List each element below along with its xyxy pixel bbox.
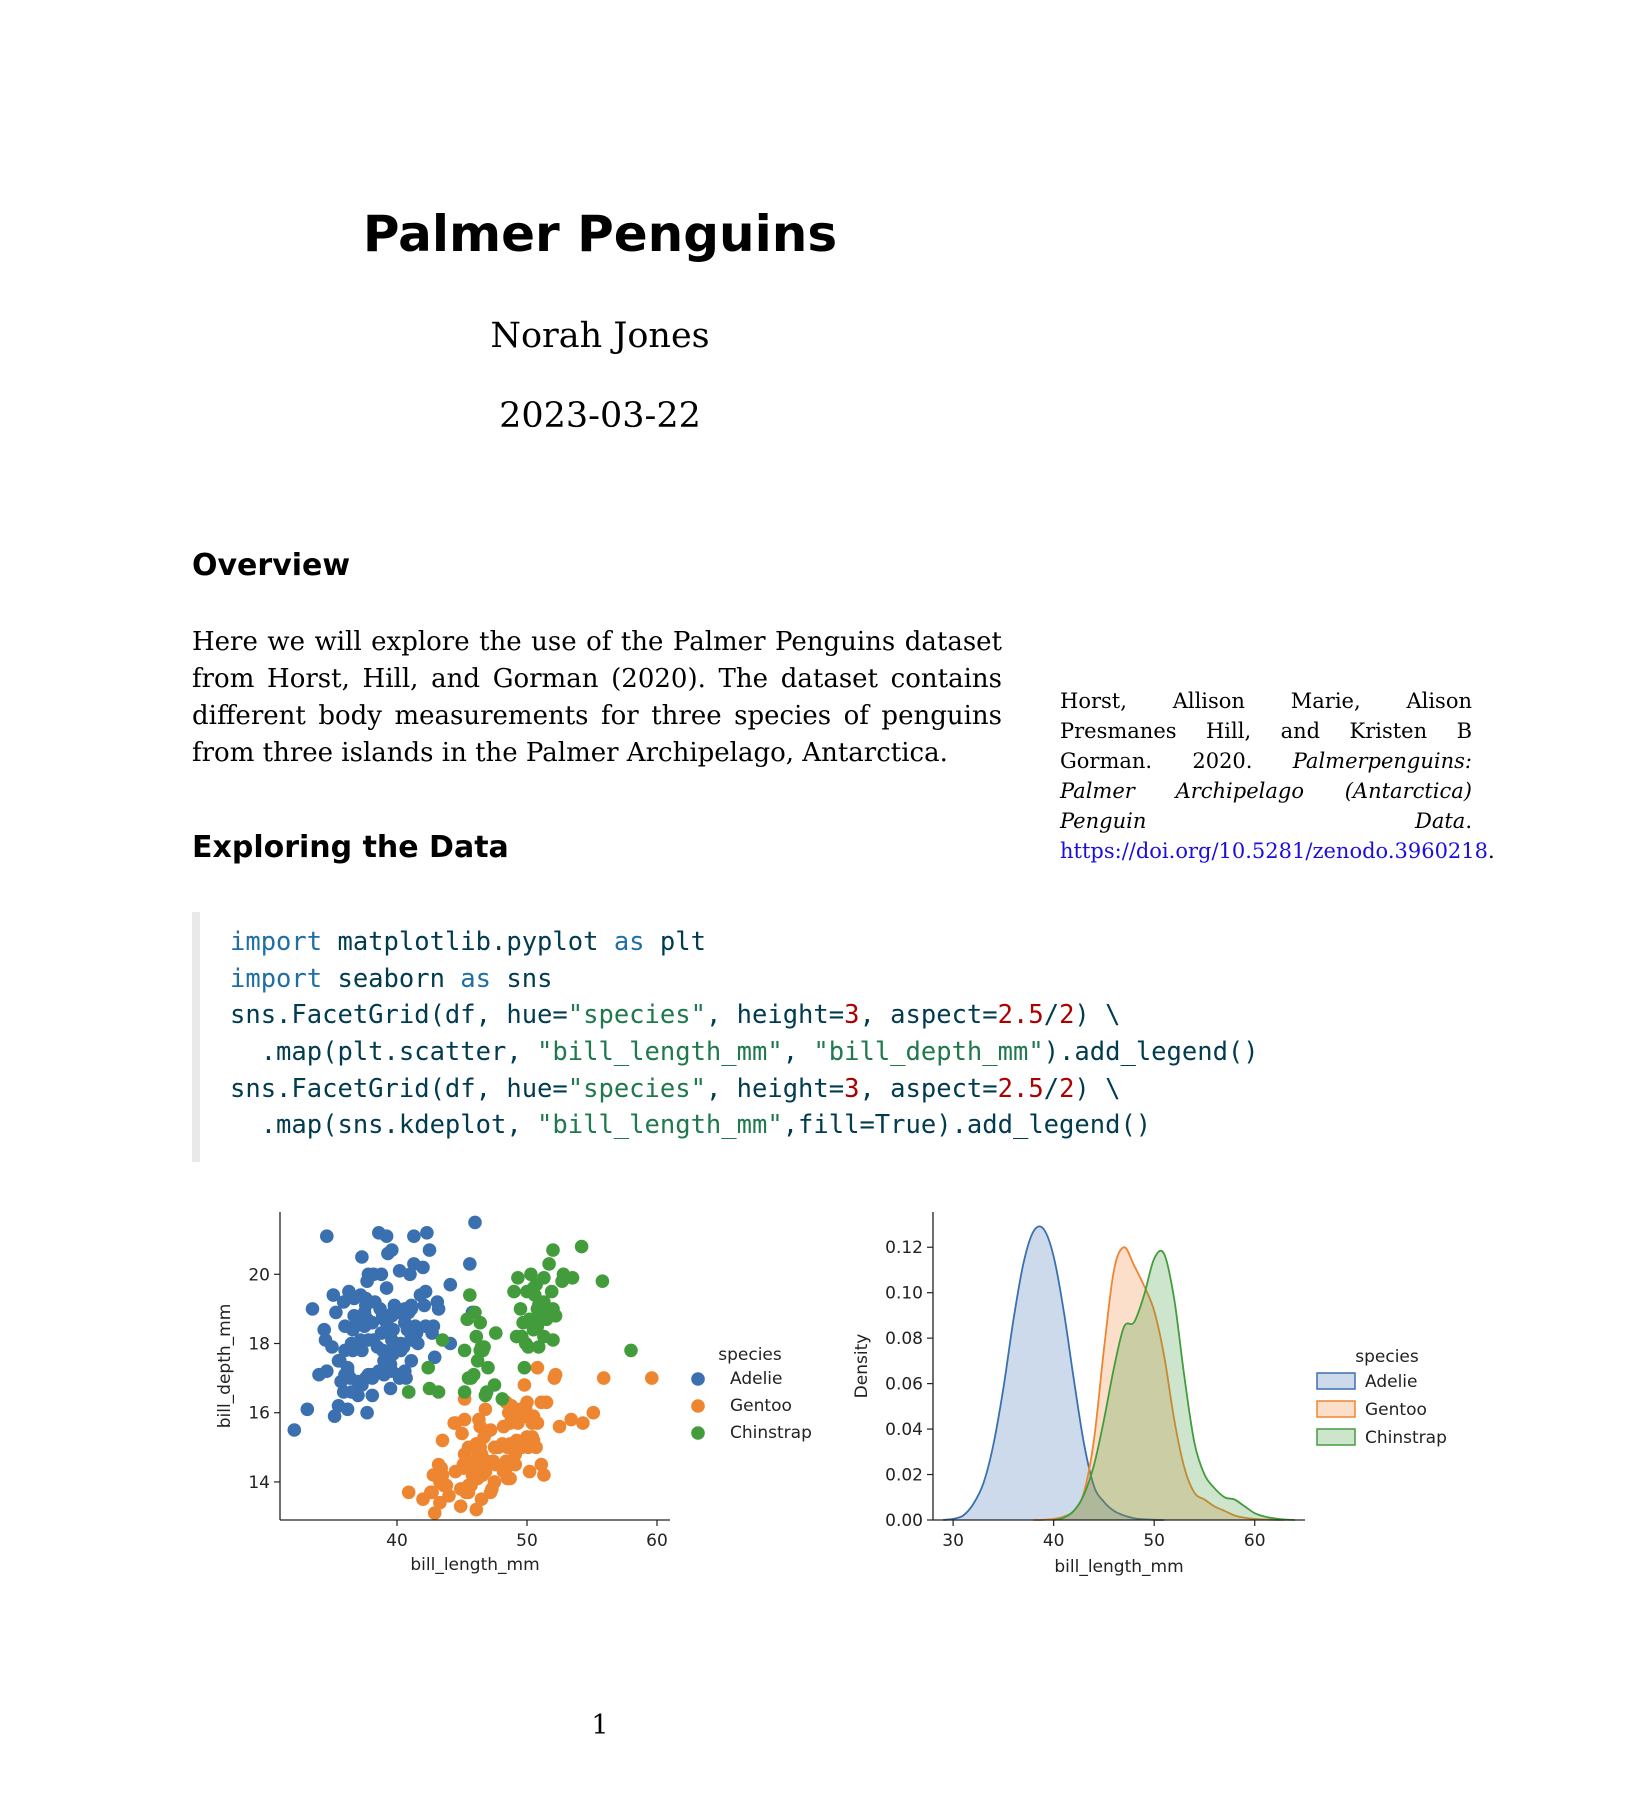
scatter-point-gentoo xyxy=(564,1413,578,1427)
kde-legend-label: Adelie xyxy=(1365,1372,1418,1392)
scatter-x-tick-label: 40 xyxy=(386,1531,408,1551)
scatter-point-adelie xyxy=(423,1243,437,1257)
scatter-legend-label: Gentoo xyxy=(730,1396,792,1416)
code-text: seaborn xyxy=(322,964,461,994)
scatter-point-gentoo xyxy=(503,1472,517,1486)
scatter-y-tick-label: 14 xyxy=(248,1472,270,1493)
code-keyword: as xyxy=(613,927,645,957)
code-text: sns.FacetGrid(df, hue= xyxy=(230,1000,568,1030)
document-date: 2023-03-22 xyxy=(499,396,701,436)
scatter-point-chinstrap xyxy=(463,1288,477,1302)
scatter-point-adelie xyxy=(468,1216,482,1230)
kde-x-label: bill_length_mm xyxy=(1054,1557,1184,1577)
scatter-point-adelie xyxy=(420,1226,434,1240)
scatter-legend-label: Chinstrap xyxy=(730,1423,812,1443)
scatter-y-label: bill_depth_mm xyxy=(215,1303,235,1429)
scatter-point-adelie xyxy=(288,1423,302,1437)
code-text: , aspect= xyxy=(859,1074,998,1104)
scatter-legend-marker-adelie xyxy=(691,1372,705,1386)
code-keyword: as xyxy=(460,964,492,994)
scatter-point-adelie xyxy=(380,1229,394,1243)
code-string: "bill_depth_mm" xyxy=(813,1037,1044,1067)
scatter-point-gentoo xyxy=(523,1465,537,1479)
scatter-point-chinstrap xyxy=(511,1271,525,1285)
scatter-point-chinstrap xyxy=(436,1333,450,1347)
scatter-point-gentoo xyxy=(531,1416,545,1430)
code-number: 2 xyxy=(1059,1000,1075,1030)
code-line-4 xyxy=(230,1037,1259,1067)
scatter-point-chinstrap xyxy=(489,1326,503,1340)
code-line-1 xyxy=(230,927,706,957)
citation-doi-link[interactable]: https://doi.org/10.5281/zenodo.3960218 xyxy=(1060,839,1489,863)
scatter-point-gentoo xyxy=(597,1371,611,1385)
code-keyword: import xyxy=(230,964,323,994)
code-text: ) \ xyxy=(1074,1074,1121,1104)
scatter-point-gentoo xyxy=(549,1368,563,1382)
kde-y-tick-label: 0.04 xyxy=(885,1420,923,1441)
overview-paragraph: Here we will explore the use of the Palmer Penguins dataset from Horst, Hill, and Gorman (2020). The dataset contains different body measurements for three species of penguins from three islands in the Palmer Archipelago, Antarctica. xyxy=(192,627,1002,768)
scatter-point-gentoo xyxy=(529,1441,543,1455)
scatter-point-chinstrap xyxy=(596,1274,610,1288)
code-text: .map(plt.scatter, xyxy=(230,1037,538,1067)
code-text: matplotlib.pyplot xyxy=(322,927,614,957)
scatter-point-adelie xyxy=(444,1278,458,1292)
scatter-point-gentoo xyxy=(454,1499,468,1513)
scatter-point-chinstrap xyxy=(546,1333,560,1347)
kde-y-tick-label: 0.00 xyxy=(885,1511,923,1531)
scatter-point-gentoo xyxy=(455,1427,469,1441)
code-text: , height= xyxy=(705,1074,845,1104)
scatter-point-adelie xyxy=(320,1364,334,1378)
scatter-point-adelie xyxy=(366,1389,380,1403)
code-line-3 xyxy=(230,1000,1120,1030)
kde-legend-swatch-gentoo xyxy=(1317,1401,1355,1417)
scatter-point-adelie xyxy=(399,1371,413,1385)
scatter-point-chinstrap xyxy=(537,1271,551,1285)
code-line-5 xyxy=(230,1074,1120,1104)
kde-chart xyxy=(845,1200,1485,1600)
kde-x-tick-label: 30 xyxy=(942,1531,964,1551)
scatter-x-tick-label: 50 xyxy=(516,1531,538,1551)
kde-legend-swatch-adelie xyxy=(1317,1373,1355,1389)
scatter-point-chinstrap xyxy=(566,1271,580,1285)
code-text: ) \ xyxy=(1074,1000,1121,1030)
kde-series-group xyxy=(943,1226,1295,1520)
kde-y-tick-label: 0.08 xyxy=(885,1329,923,1350)
code-number: 2 xyxy=(1059,1074,1075,1104)
scatter-legend-marker-gentoo xyxy=(691,1399,705,1413)
code-block xyxy=(192,912,1330,1162)
scatter-point-chinstrap xyxy=(546,1243,560,1257)
scatter-point-chinstrap xyxy=(488,1378,502,1392)
scatter-point-chinstrap xyxy=(514,1302,528,1316)
kde-x-tick-label: 50 xyxy=(1143,1531,1166,1551)
scatter-point-chinstrap xyxy=(458,1344,472,1358)
overview-heading: Overview xyxy=(192,548,351,583)
code-string: "bill_length_mm" xyxy=(537,1037,783,1067)
code-text: plt xyxy=(644,927,706,957)
scatter-point-chinstrap xyxy=(575,1240,589,1254)
scatter-point-chinstrap xyxy=(624,1344,638,1358)
scatter-y-tick-label: 20 xyxy=(248,1265,270,1286)
code-text: / xyxy=(1043,1000,1060,1030)
code-text: , xyxy=(782,1037,814,1067)
kde-x-tick-label: 60 xyxy=(1243,1531,1266,1551)
scatter-point-gentoo xyxy=(442,1489,456,1503)
document-title: Palmer Penguins xyxy=(362,205,838,263)
code-text: ).add_legend() xyxy=(1043,1037,1259,1067)
scatter-point-adelie xyxy=(432,1302,446,1316)
code-number: 3 xyxy=(844,1000,860,1030)
scatter-point-adelie xyxy=(320,1229,334,1243)
scatter-points xyxy=(288,1216,659,1520)
code-text: , aspect= xyxy=(859,1000,998,1030)
code-string: "species" xyxy=(567,1074,706,1104)
code-number: 2.5 xyxy=(997,1074,1044,1104)
code-text: / xyxy=(1043,1074,1060,1104)
kde-y-tick-label: 0.02 xyxy=(885,1465,923,1486)
scatter-point-adelie xyxy=(355,1250,369,1264)
scatter-point-adelie xyxy=(416,1261,430,1275)
kde-legend-label: Chinstrap xyxy=(1365,1428,1447,1448)
kde-y-tick-label: 0.12 xyxy=(885,1238,923,1259)
scatter-point-chinstrap xyxy=(481,1361,495,1375)
citation-authors: Horst, Allison Marie, Alison Presmanes Hill, and Kristen B Gorman. 2020. xyxy=(1060,689,1472,773)
kde-y-tick-label: 0.10 xyxy=(885,1283,923,1304)
scatter-x-label: bill_length_mm xyxy=(410,1555,540,1575)
scatter-point-gentoo xyxy=(537,1468,551,1482)
citation-note xyxy=(1060,686,1495,866)
scatter-point-chinstrap xyxy=(545,1285,559,1299)
code-string: "species" xyxy=(567,1000,706,1030)
scatter-point-adelie xyxy=(325,1340,339,1354)
scatter-point-adelie xyxy=(463,1257,477,1271)
scatter-y-tick-label: 18 xyxy=(248,1334,270,1355)
citation-end: . xyxy=(1488,839,1495,863)
scatter-point-chinstrap xyxy=(458,1385,472,1399)
scatter-point-adelie xyxy=(411,1337,425,1351)
scatter-point-adelie xyxy=(375,1268,389,1282)
document-author: Norah Jones xyxy=(490,316,710,356)
code-line-6 xyxy=(230,1110,1151,1140)
scatter-point-gentoo xyxy=(540,1396,554,1410)
exploring-heading: Exploring the Data xyxy=(192,830,509,865)
scatter-point-adelie xyxy=(405,1299,419,1313)
scatter-point-gentoo xyxy=(479,1403,493,1417)
scatter-point-gentoo xyxy=(587,1406,601,1420)
scatter-point-gentoo xyxy=(458,1413,472,1427)
page-number: 1 xyxy=(591,1710,609,1741)
scatter-point-gentoo xyxy=(488,1475,502,1489)
scatter-point-gentoo xyxy=(518,1378,532,1392)
scatter-point-chinstrap xyxy=(402,1385,416,1399)
scatter-point-gentoo xyxy=(645,1371,659,1385)
kde-x-tick-label: 40 xyxy=(1042,1531,1065,1551)
scatter-point-adelie xyxy=(418,1299,432,1313)
scatter-point-chinstrap xyxy=(549,1309,563,1323)
code-text: .map(sns.kdeplot, xyxy=(230,1110,538,1140)
kde-y-label: Density xyxy=(852,1333,872,1399)
code-text: , height= xyxy=(705,1000,845,1030)
scatter-point-adelie xyxy=(380,1281,394,1295)
scatter-point-adelie xyxy=(301,1403,315,1417)
scatter-point-gentoo xyxy=(553,1420,567,1434)
kde-legend-label: Gentoo xyxy=(1365,1400,1427,1420)
kde-legend-title: species xyxy=(1355,1347,1419,1367)
scatter-point-gentoo xyxy=(484,1423,498,1437)
scatter-point-chinstrap xyxy=(421,1361,435,1375)
kde-y-tick-label: 0.06 xyxy=(885,1374,923,1395)
code-line-2 xyxy=(230,964,552,994)
code-text: sns xyxy=(491,964,553,994)
code-string: "bill_length_mm" xyxy=(537,1110,783,1140)
scatter-point-gentoo xyxy=(436,1434,450,1448)
citation-period: . xyxy=(1465,809,1472,833)
scatter-point-gentoo xyxy=(402,1486,416,1500)
code-text: ,fill=True).add_legend() xyxy=(782,1110,1152,1140)
scatter-y-tick-label: 16 xyxy=(248,1403,270,1424)
scatter-point-chinstrap xyxy=(467,1368,481,1382)
scatter-legend-title: species xyxy=(718,1345,782,1365)
scatter-point-chinstrap xyxy=(496,1392,510,1406)
scatter-point-gentoo xyxy=(520,1396,534,1410)
scatter-point-gentoo xyxy=(531,1361,545,1375)
scatter-point-adelie xyxy=(385,1243,399,1257)
scatter-point-adelie xyxy=(427,1319,441,1333)
scatter-point-adelie xyxy=(407,1229,421,1243)
scatter-point-gentoo xyxy=(576,1416,590,1430)
scatter-point-chinstrap xyxy=(542,1257,556,1271)
scatter-point-adelie xyxy=(384,1382,398,1396)
code-keyword: import xyxy=(230,927,323,957)
scatter-point-adelie xyxy=(306,1302,320,1316)
scatter-point-chinstrap xyxy=(473,1316,487,1330)
scatter-point-adelie xyxy=(419,1285,433,1299)
scatter-point-chinstrap xyxy=(432,1385,446,1399)
scatter-point-chinstrap xyxy=(518,1361,532,1375)
scatter-point-adelie xyxy=(341,1403,355,1417)
code-text: sns.FacetGrid(df, hue= xyxy=(230,1074,568,1104)
scatter-point-adelie xyxy=(386,1323,400,1337)
citation-title: Palmerpenguins: Palmer Archipelago (Antarctica) Penguin Data xyxy=(1060,749,1472,833)
scatter-point-chinstrap xyxy=(507,1285,521,1299)
code-number: 3 xyxy=(844,1074,860,1104)
code-number: 2.5 xyxy=(997,1000,1044,1030)
scatter-chart xyxy=(200,1200,840,1600)
scatter-x-tick-label: 60 xyxy=(646,1531,668,1551)
scatter-point-chinstrap xyxy=(477,1340,491,1354)
scatter-legend-label: Adelie xyxy=(730,1369,783,1389)
scatter-point-adelie xyxy=(405,1354,419,1368)
scatter-legend-marker-chinstrap xyxy=(691,1426,705,1440)
scatter-point-adelie xyxy=(360,1406,374,1420)
kde-legend-swatch-chinstrap xyxy=(1317,1429,1355,1445)
